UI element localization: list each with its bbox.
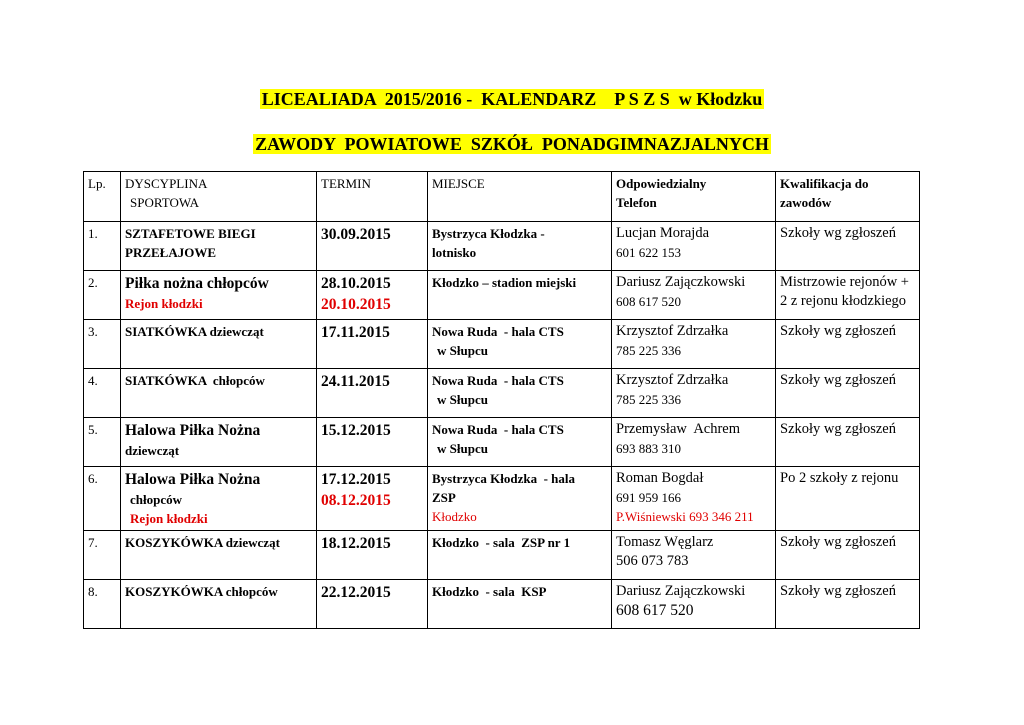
row-qualification: Szkoły wg zgłoszeń xyxy=(776,580,920,629)
schedule-table xyxy=(83,171,920,629)
row-discipline: Piłka nożna chłopców Rejon kłodzki xyxy=(121,271,317,320)
row-discipline: Halowa Piłka Nożna chłopców Rejon kłodzki xyxy=(121,467,317,531)
document-subtitle: ZAWODY POWIATOWE SZKÓŁ PONADGIMNAZJALNYCH xyxy=(255,134,769,154)
row-date: 24.11.2015 xyxy=(317,369,428,418)
row-place: Bystrzyca Kłodzka - hala ZSP Kłodzko xyxy=(428,467,612,531)
row-lp: 8. xyxy=(84,580,121,629)
row-discipline: SIATKÓWKA dziewcząt xyxy=(121,320,317,369)
row-lp: 1. xyxy=(84,222,121,271)
row-responsible: Dariusz Zajączkowski 608 617 520 xyxy=(612,271,776,320)
row-qualification: Szkoły wg zgłoszeń xyxy=(776,531,920,580)
document-title: LICEALIADA 2015/2016 - KALENDARZ P S Z S w Kłodzku xyxy=(261,89,763,109)
table-row xyxy=(84,320,920,369)
row-date: 17.12.2015 08.12.2015 xyxy=(317,467,428,531)
table-row xyxy=(84,418,920,467)
row-place: Nowa Ruda - hala CTS w Słupcu xyxy=(428,320,612,369)
header-discipline: DYSCYPLINA SPORTOWA xyxy=(121,172,317,222)
row-responsible: Lucjan Morajda 601 622 153 xyxy=(612,222,776,271)
row-date: 28.10.2015 20.10.2015 xyxy=(317,271,428,320)
row-responsible: Dariusz Zajączkowski 608 617 520 xyxy=(612,580,776,629)
header-responsible: Odpowiedzialny Telefon xyxy=(612,172,776,222)
row-place: Kłodzko – stadion miejski xyxy=(428,271,612,320)
table-row xyxy=(84,369,920,418)
row-responsible: Przemysław Achrem 693 883 310 xyxy=(612,418,776,467)
header-date: TERMIN xyxy=(317,172,428,222)
row-lp: 6. xyxy=(84,467,121,531)
row-date: 18.12.2015 xyxy=(317,531,428,580)
header-lp: Lp. xyxy=(84,172,121,222)
row-responsible: Krzysztof Zdrzałka 785 225 336 xyxy=(612,369,776,418)
row-place: Bystrzyca Kłodzka - lotnisko xyxy=(428,222,612,271)
row-discipline: Halowa Piłka Nożna dziewcząt xyxy=(121,418,317,467)
row-qualification: Mistrzowie rejonów + 2 z rejonu kłodzkiego xyxy=(776,271,920,320)
row-lp: 5. xyxy=(84,418,121,467)
row-place: Nowa Ruda - hala CTS w Słupcu xyxy=(428,369,612,418)
table-row xyxy=(84,271,920,320)
row-lp: 2. xyxy=(84,271,121,320)
table-row xyxy=(84,222,920,271)
table-header-row xyxy=(84,172,920,222)
row-date: 15.12.2015 xyxy=(317,418,428,467)
row-place: Nowa Ruda - hala CTS w Słupcu xyxy=(428,418,612,467)
row-responsible: Tomasz Węglarz 506 073 783 xyxy=(612,531,776,580)
row-lp: 7. xyxy=(84,531,121,580)
row-lp: 4. xyxy=(84,369,121,418)
row-responsible: Roman Bogdał 691 959 166 P.Wiśniewski 693 346 211 xyxy=(612,467,776,531)
row-discipline: KOSZYKÓWKA dziewcząt xyxy=(121,531,317,580)
row-date: 22.12.2015 xyxy=(317,580,428,629)
row-place: Kłodzko - sala KSP xyxy=(428,580,612,629)
row-discipline: KOSZYKÓWKA chłopców xyxy=(121,580,317,629)
row-discipline: SZTAFETOWE BIEGI PRZEŁAJOWE xyxy=(121,222,317,271)
row-qualification: Szkoły wg zgłoszeń xyxy=(776,222,920,271)
table-row xyxy=(84,531,920,580)
table-row xyxy=(84,580,920,629)
table-row xyxy=(84,467,920,531)
header-qualification: Kwalifikacja do zawodów xyxy=(776,172,920,222)
row-discipline: SIATKÓWKA chłopców xyxy=(121,369,317,418)
row-qualification: Szkoły wg zgłoszeń xyxy=(776,320,920,369)
row-lp: 3. xyxy=(84,320,121,369)
row-qualification: Szkoły wg zgłoszeń xyxy=(776,418,920,467)
row-place: Kłodzko - sala ZSP nr 1 xyxy=(428,531,612,580)
row-qualification: Szkoły wg zgłoszeń xyxy=(776,369,920,418)
row-date: 17.11.2015 xyxy=(317,320,428,369)
row-responsible: Krzysztof Zdrzałka 785 225 336 xyxy=(612,320,776,369)
row-date: 30.09.2015 xyxy=(317,222,428,271)
header-place: MIEJSCE xyxy=(428,172,612,222)
row-qualification: Po 2 szkoły z rejonu xyxy=(776,467,920,531)
